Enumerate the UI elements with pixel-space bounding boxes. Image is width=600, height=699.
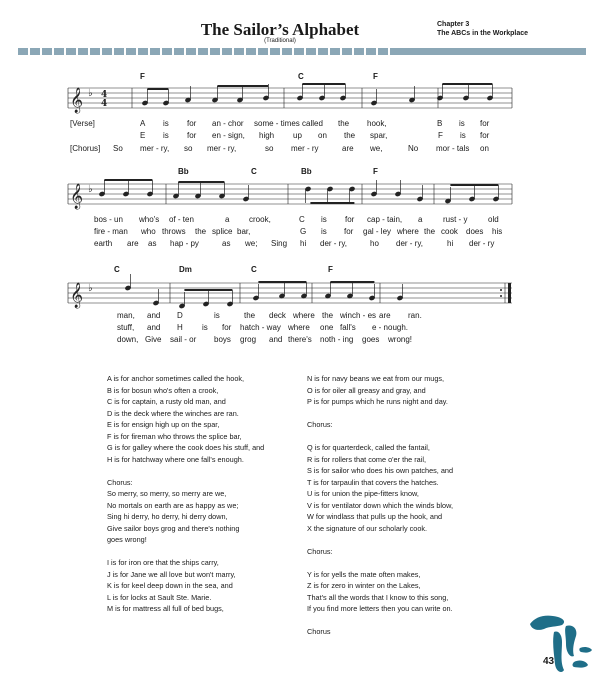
- lyric: A: [140, 119, 146, 128]
- lyric: F: [438, 131, 443, 140]
- verse-line: W for windlass that pulls up the hook, and: [307, 512, 443, 521]
- verse-line: C is for captain, a rusty old man, and: [107, 397, 226, 406]
- verse-line: T is for tarpaulin that covers the hatches.: [307, 477, 439, 487]
- lyric: fire - man: [94, 227, 128, 236]
- lyric: we,: [370, 144, 383, 153]
- lyric: wrong!: [388, 335, 413, 344]
- chord-2-4: F: [373, 167, 378, 176]
- verse-line: J is for Jane we all love but won't marry,: [107, 569, 236, 579]
- lyric: goes: [362, 335, 380, 344]
- lyric: hi: [300, 239, 307, 248]
- lyric: are: [379, 311, 391, 320]
- lyric: H: [177, 323, 183, 332]
- lyric: bos - un: [94, 215, 123, 224]
- chord-1-3: F: [373, 72, 378, 81]
- lyric: as: [148, 239, 157, 248]
- svg-text:4: 4: [101, 99, 108, 109]
- lyric: on: [480, 144, 489, 153]
- lyric: No: [408, 144, 419, 153]
- lyric: his: [492, 227, 503, 236]
- lyric: bar,: [237, 227, 251, 236]
- lyric: Give: [145, 335, 162, 344]
- verse-line: E is for ensign high up on the spar,: [107, 420, 220, 429]
- lyric: the: [322, 311, 334, 320]
- lyric: gal - ley: [363, 227, 392, 236]
- lyric: for: [480, 131, 490, 140]
- verses-left-column: [107, 373, 264, 615]
- verse-line: H is for hatchway where one fall's enough.: [107, 454, 244, 464]
- lyric: where: [293, 311, 315, 320]
- svg-text:♭: ♭: [88, 88, 93, 99]
- lyric: der - ry: [469, 239, 495, 248]
- svg-text:𝄞: 𝄞: [70, 283, 84, 308]
- chord-3-4: F: [328, 265, 333, 274]
- verse-spacer: [307, 615, 453, 627]
- lyric: sail - or: [170, 335, 197, 344]
- lyric: old: [488, 215, 499, 224]
- svg-text:♭: ♭: [88, 283, 93, 294]
- lyric: high: [259, 131, 275, 140]
- lyric: does: [466, 227, 484, 236]
- chorus-tag: [Chorus]: [70, 144, 101, 153]
- lyric: so: [184, 144, 193, 153]
- lyric: hap - py: [170, 239, 199, 248]
- verse-tag: [Verse]: [70, 119, 95, 128]
- lyric: who: [141, 227, 156, 236]
- lyric: where: [288, 323, 310, 332]
- verse-line: V is for ventilator down which the winds blow,: [307, 500, 454, 510]
- verse-line: R is for rollers that come o'er the rail,: [307, 454, 426, 464]
- lyric: mer - ry,: [140, 144, 170, 153]
- lyric: for: [222, 323, 232, 332]
- verse-spacer: [307, 557, 453, 569]
- great-lakes-icon: [528, 610, 594, 690]
- lyric: a: [418, 215, 423, 224]
- verse-line: I is for iron ore that the ships carry,: [107, 558, 219, 567]
- lyric: the: [344, 131, 356, 140]
- chord-3-2: Dm: [179, 265, 192, 274]
- lyric: spar,: [370, 131, 388, 140]
- lyric: the: [195, 227, 207, 236]
- verse-line: S is for sailor who does his own patches, and: [307, 466, 454, 475]
- lyric: the: [338, 119, 350, 128]
- lyric: der - ry,: [396, 239, 423, 248]
- page-title: The Sailor’s Alphabet: [200, 20, 360, 39]
- lyric: winch - es: [340, 311, 377, 320]
- verse-line: Y is for yells the mate often makes,: [307, 569, 421, 579]
- verse-line: That's all the words that I know to this song,: [307, 592, 449, 602]
- lyric: e - nough.: [372, 323, 409, 332]
- verse-line: X the signature of our scholarly cook.: [307, 523, 428, 533]
- lyric: is: [163, 119, 169, 128]
- verse-line: Give sailor boys grog and there's nothing: [107, 523, 240, 533]
- lyric: hatch - way: [240, 323, 281, 332]
- lyric: deck: [269, 311, 286, 320]
- chapter-number: Chapter 3: [437, 21, 470, 28]
- lyric: der - ry,: [320, 239, 347, 248]
- lyric: for: [344, 227, 354, 236]
- lyric: is: [163, 131, 169, 140]
- lyric: and: [147, 323, 161, 332]
- lyric: So: [113, 144, 123, 153]
- chord-3-1: C: [114, 265, 120, 274]
- lyric: a: [225, 215, 230, 224]
- verse-line: N is for navy beans we eat from our mugs,: [307, 374, 445, 383]
- chord-2-2: C: [251, 167, 257, 176]
- verse-line: O is for oiler all greasy and gray, and: [307, 385, 426, 395]
- verse-line: Chorus:: [307, 546, 333, 556]
- lyric: there's: [288, 335, 312, 344]
- lyric: hook,: [367, 119, 387, 128]
- lyric: for: [187, 131, 197, 140]
- lyric: up: [293, 131, 302, 140]
- notes: [99, 84, 499, 309]
- verse-spacer: [107, 546, 264, 558]
- lyric: cap - tain,: [367, 215, 403, 224]
- lyric: the: [424, 227, 436, 236]
- verse-line: A is for anchor sometimes called the hook,: [107, 374, 245, 383]
- lyric: the: [244, 311, 256, 320]
- lyric: noth - ing: [320, 335, 354, 344]
- lyric: who's: [139, 215, 160, 224]
- verse-line: F is for fireman who throws the splice bar,: [107, 431, 242, 441]
- lyric: mer - ry: [291, 144, 319, 153]
- verse-line: Q is for quarterdeck, called the fantail,: [307, 443, 430, 452]
- chord-3-3: C: [251, 265, 257, 274]
- lyric: B: [437, 119, 443, 128]
- verse-line: Chorus:: [107, 477, 133, 487]
- lyric: hi: [447, 239, 454, 248]
- lyric: one: [320, 323, 334, 332]
- song-credit: (Traditional): [264, 38, 296, 44]
- verse-spacer: [107, 465, 264, 477]
- lyric: is: [459, 119, 465, 128]
- lyric: so: [265, 144, 274, 153]
- lyric: throws: [162, 227, 186, 236]
- lyric: stuff,: [117, 323, 135, 332]
- lyric: boys: [214, 335, 231, 344]
- lyric: down,: [117, 335, 139, 344]
- lyric: mer - ry,: [207, 144, 237, 153]
- lyric: is: [321, 227, 327, 236]
- lyric: G: [300, 227, 307, 236]
- lyric: Sing: [271, 239, 288, 248]
- lyric: on: [318, 131, 327, 140]
- svg-text:𝄞: 𝄞: [70, 88, 84, 113]
- staff-1: [68, 88, 512, 108]
- lyric: are: [127, 239, 139, 248]
- verse-line: D is the deck where the winches are ran.: [107, 408, 239, 418]
- verse-line: Z is for zero in winter on the Lakes,: [307, 581, 421, 590]
- lyric: man,: [117, 311, 135, 320]
- staff-3: [68, 283, 512, 303]
- lyric: is: [214, 311, 220, 320]
- chord-1-1: F: [140, 72, 145, 81]
- lyric: fall's: [340, 323, 356, 332]
- lyric: we;: [245, 239, 258, 248]
- verse-line: G is for galley where the cook does his stuff, and: [107, 443, 265, 452]
- lyric: ho: [370, 239, 379, 248]
- verse-line: U is for union the pipe-fitters know,: [307, 489, 419, 498]
- verse-line: If you find more letters then you can write on.: [307, 604, 453, 613]
- lyric: is: [321, 215, 327, 224]
- lyric: as: [222, 239, 231, 248]
- verse-line: No mortals on earth are as happy as we;: [107, 500, 239, 510]
- verse-line: goes wrong!: [107, 535, 147, 544]
- lyric: is: [202, 323, 208, 332]
- verse-line: So merry, so merry, so merry are we,: [107, 489, 227, 498]
- lyric: splice: [212, 227, 233, 236]
- lyric: and: [147, 311, 161, 320]
- chapter-title: The ABCs in the Workplace: [437, 30, 529, 37]
- svg-text:♭: ♭: [88, 184, 93, 195]
- verse-spacer: [307, 534, 453, 546]
- lyric: are: [342, 144, 354, 153]
- lyric: en - sign,: [212, 131, 245, 140]
- lyric: D: [177, 311, 183, 320]
- verse-spacer: [307, 408, 453, 420]
- verse-spacer: [307, 431, 453, 443]
- chord-2-3: Bb: [301, 167, 312, 176]
- lyric: C: [299, 215, 305, 224]
- lyric: cook: [441, 227, 458, 236]
- svg-text:4: 4: [101, 90, 108, 100]
- lyric: rust - y: [443, 215, 468, 224]
- verse-line: Chorus:: [307, 420, 333, 429]
- lyric: earth: [94, 239, 113, 248]
- lyric: an - chor: [212, 119, 244, 128]
- page-number: 43: [543, 656, 555, 667]
- verse-line: B is for bosun who's often a crook,: [107, 385, 219, 395]
- verse-line: Sing hi derry, ho derry, hi derry down,: [107, 512, 228, 521]
- lyric: grog: [240, 335, 257, 344]
- lyric: for: [345, 215, 355, 224]
- lyric: E: [140, 131, 146, 140]
- lyric: for: [480, 119, 490, 128]
- lyric: for: [187, 119, 197, 128]
- lyric: mor - tals: [436, 144, 470, 153]
- lyric: where: [397, 227, 419, 236]
- lyric: is: [460, 131, 466, 140]
- lyric: ran.: [408, 311, 422, 320]
- verse-line: Chorus: [307, 627, 331, 636]
- final-barline: [508, 283, 511, 303]
- chord-1-2: C: [298, 72, 304, 81]
- lyric: and: [269, 335, 283, 344]
- verse-line: M is for mattress all full of bed bugs,: [107, 604, 224, 613]
- verse-line: L is for locks at Sault Ste. Marie.: [107, 592, 212, 602]
- lyric: of - ten: [169, 215, 194, 224]
- lyric: called: [302, 119, 323, 128]
- verses-right-column: [307, 373, 453, 638]
- svg-text:𝄞: 𝄞: [70, 184, 84, 209]
- verse-line: K is for keel deep down in the sea, and: [107, 581, 233, 590]
- lyric: some - times: [254, 119, 300, 128]
- chord-2-1: Bb: [178, 167, 189, 176]
- lyric: crook,: [249, 215, 271, 224]
- verse-line: P is for pumps which he runs night and day.: [307, 397, 448, 406]
